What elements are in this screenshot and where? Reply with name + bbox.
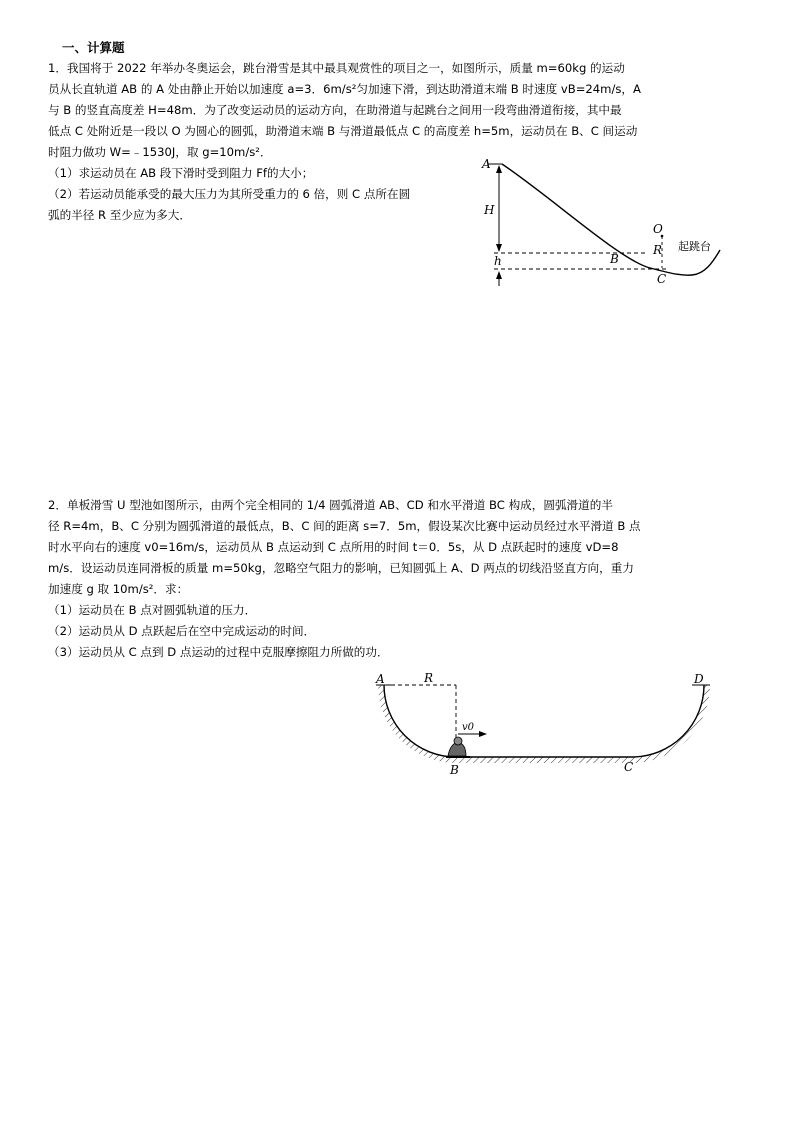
q2-line-5: 加速度 g 取 10m/s²．求：	[48, 582, 189, 596]
q1-line-2: 员从长直轨道 AB 的 A 处由静止开始以加速度 a=3．6m/s²匀加速下滑，到达助滑道末端 B 时速度 vB=24m/s，A	[48, 82, 641, 96]
q1-label-platform: 起跳台	[678, 240, 711, 253]
q1-line-4: 低点 C 处附近是一段以 O 为圆心的圆弧，助滑道末端 B 与滑道最低点 C 的高度差 h=5m，运动员在 B、C 间运动	[48, 124, 638, 138]
q2-track	[384, 685, 704, 757]
q1-label-h-small: h	[494, 254, 502, 268]
section-heading: 一、计算题	[62, 40, 125, 55]
q1-h-arrow-top	[496, 165, 502, 173]
q2-line-2: 径 R=4m，B、C 分别为圆弧滑道的最低点，B、C 间的距离 s=7．5m，假设某次比赛中运动员经过水平滑道 B 点	[48, 519, 641, 533]
q2-label-a: A	[376, 672, 385, 686]
q2-line-1: 2．单板滑雪 U 型池如图所示，由两个完全相同的 1/4 圆弧滑道 AB、CD 和水平滑道 BC 构成，圆弧滑道的半	[48, 498, 613, 512]
q2-v0-arrow-head	[479, 731, 487, 737]
skier-icon	[446, 737, 470, 757]
q1-sub-2-line-1: （2）若运动员能承受的最大压力为其所受重力的 6 倍，则 C 点所在圆	[48, 187, 411, 201]
q1-sub-1: （1）求运动员在 AB 段下滑时受到阻力 Ff的大小；	[48, 166, 314, 180]
q2-sub-3: （3）运动员从 C 点到 D 点运动的过程中克服摩擦阻力所做的功．	[48, 645, 389, 659]
q2-sub-1: （1）运动员在 B 点对圆弧轨道的压力．	[48, 603, 257, 617]
q1-line-5: 时阻力做功 W=﹣1530J，取 g=10m/s²．	[48, 145, 272, 159]
q1-label-r: R	[653, 243, 663, 257]
q1-label-c: C	[657, 272, 667, 286]
q1-line-3: 与 B 的竖直高度差 H=48m．为了改变运动员的运动方向，在助滑道与起跳台之间用一段弯曲滑道衔接，其中最	[48, 103, 622, 117]
q1-small-h-arrow-head	[496, 271, 502, 279]
q1-figure	[470, 150, 740, 295]
q2-label-b: B	[450, 763, 459, 777]
q2-label-v0: v0	[462, 722, 475, 733]
q1-line-1: 1．我国将于 2022 年举办冬奥运会，跳台滑雪是其中最具观赏性的项目之一，如图所示，质量 m=60kg 的运动	[48, 61, 625, 75]
q2-line-4: m/s．设运动员连同滑板的质量 m=50kg，忽略空气阻力的影响，已知圆弧上 A、D 两点的切线沿竖直方向，重力	[48, 561, 634, 575]
q2-line-3: 时水平向右的速度 v0=16m/s，运动员从 B 点运动到 C 点所用的时间 t＝0．5s，从 D 点跃起时的速度 vD=8	[48, 540, 619, 554]
q2-sub-2: （2）运动员从 D 点跃起后在空中完成运动的时间．	[48, 624, 316, 638]
q1-sub-2-line-2: 弧的半径 R 至少应为多大．	[48, 208, 191, 222]
q1-label-o: O	[653, 222, 663, 236]
q2-label-c: C	[624, 760, 634, 774]
q1-h-arrow-bottom	[496, 244, 502, 252]
q2-label-r: R	[424, 671, 434, 685]
q1-label-h-big: H	[484, 203, 495, 217]
q1-label-a: A	[482, 157, 491, 171]
q2-figure	[370, 668, 715, 778]
q1-label-b: B	[610, 252, 619, 266]
q2-label-d: D	[694, 672, 704, 686]
